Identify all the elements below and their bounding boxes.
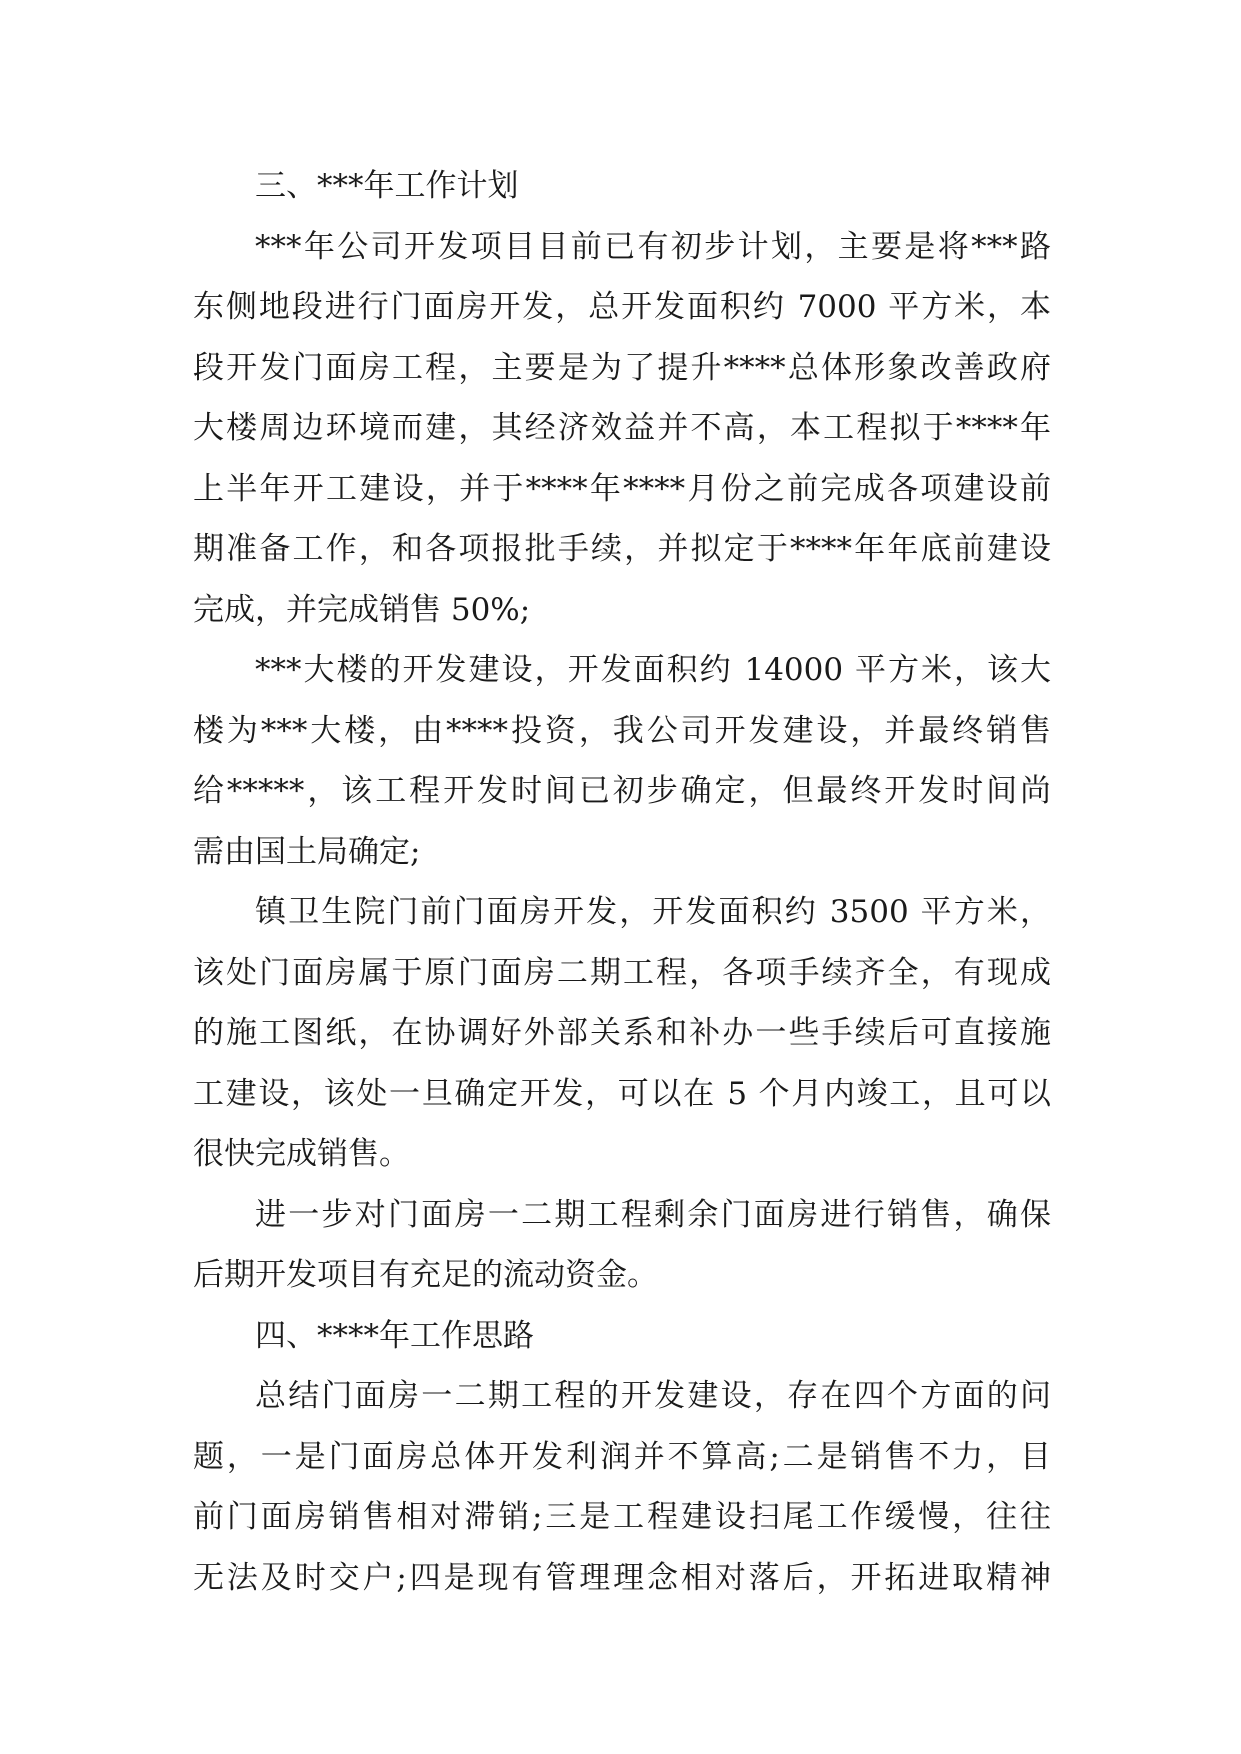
- document-page: [193, 156, 1051, 1608]
- paragraph-line: 进一步对门面房一二期工程剩余门面房进行销售，确保: [255, 1196, 1051, 1233]
- paragraph-line: 大楼周边环境而建，其经济效益并不高，本工程拟于****年: [193, 410, 1051, 446]
- heading-work-plan: 三、***年工作计划: [255, 168, 519, 204]
- paragraph-line: 前门面房销售相对滞销;三是工程建设扫尾工作缓慢，往往: [193, 1499, 1051, 1535]
- paragraph-line: 的施工图纸，在协调好外部关系和补办一些手续后可直接施: [193, 1015, 1051, 1051]
- paragraph-line: 后期开发项目有充足的流动资金。: [193, 1257, 658, 1293]
- paragraph-line: 总结门面房一二期工程的开发建设，存在四个方面的问: [255, 1378, 1051, 1414]
- paragraph-line: 完成，并完成销售 50%;: [193, 591, 531, 628]
- heading-work-approach: 四、****年工作思路: [255, 1317, 534, 1354]
- paragraph-line: 工建设，该处一旦确定开发，可以在 5 个月内竣工，且可以: [193, 1075, 1051, 1112]
- paragraph-line: 上半年开工建设，并于****年****月份之前完成各项建设前: [193, 470, 1051, 507]
- paragraph-line: 楼为***大楼，由****投资，我公司开发建设，并最终销售: [193, 712, 1051, 749]
- paragraph-line: 段开发门面房工程，主要是为了提升****总体形象改善政府: [193, 349, 1051, 386]
- paragraph-line: ***年公司开发项目目前已有初步计划，主要是将***路: [255, 228, 1051, 265]
- paragraph-line: 需由国土局确定;: [193, 833, 421, 870]
- paragraph-line: 镇卫生院门前门面房开发，开发面积约 3500 平方米，: [255, 894, 1051, 930]
- paragraph-line: 期准备工作，和各项报批手续，并拟定于****年年底前建设: [193, 531, 1051, 567]
- paragraph-line: 东侧地段进行门面房开发，总开发面积约 7000 平方米，本: [193, 289, 1051, 325]
- paragraph-line: 该处门面房属于原门面房二期工程，各项手续齐全，有现成: [193, 954, 1051, 991]
- paragraph-line: ***大楼的开发建设，开发面积约 14000 平方米，该大: [255, 652, 1051, 688]
- paragraph-line: 题，一是门面房总体开发利润并不算高;二是销售不力，目: [193, 1438, 1051, 1475]
- paragraph-line: 很快完成销售。: [193, 1136, 410, 1172]
- paragraph-line: 无法及时交户;四是现有管理理念相对落后，开拓进取精神: [193, 1559, 1051, 1596]
- paragraph-line: 给*****，该工程开发时间已初步确定，但最终开发时间尚: [193, 773, 1051, 809]
